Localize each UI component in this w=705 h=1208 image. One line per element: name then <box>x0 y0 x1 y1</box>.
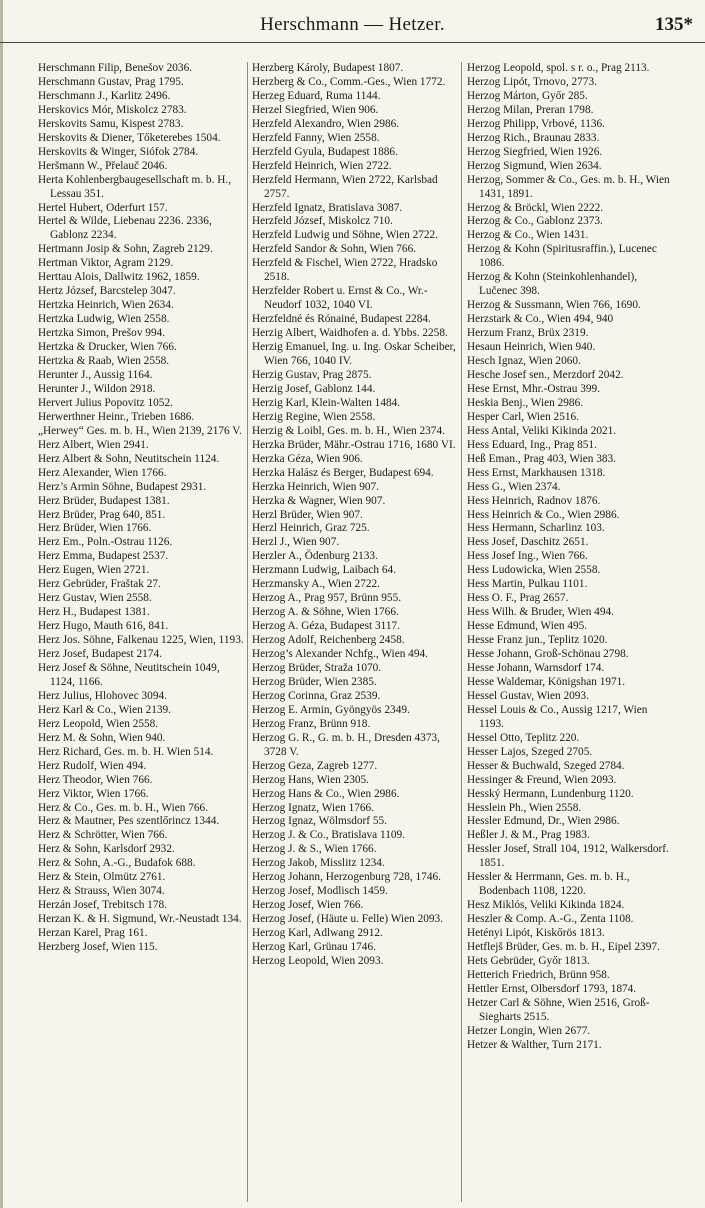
directory-entry: Herz & Schrötter, Wien 766. <box>38 829 168 842</box>
directory-entry: Herz Albert, Wien 2941. <box>38 438 149 451</box>
directory-entry: Hessinger & Freund, Wien 2093. <box>467 773 617 786</box>
directory-entry: Hesser & Buchwald, Szeged 2784. <box>467 759 625 772</box>
directory-entry: Herz Richard, Ges. m. b. H. Wien 514. <box>38 745 214 758</box>
directory-entry: Herzeg Eduard, Ruma 1144. <box>252 89 381 102</box>
directory-entry: Herzog Philipp, Vrbové, 1136. <box>467 117 606 130</box>
directory-entry: Hessler Edmund, Dr., Wien 2986. <box>467 815 620 828</box>
directory-entry: Herz Josef & Söhne, Neutitschein 1049, 1124, 1166. <box>38 661 220 688</box>
directory-entry: Herzfeld Gyula, Budapest 1886. <box>252 145 398 158</box>
directory-entry: Herz Theodor, Wien 766. <box>38 773 153 786</box>
directory-entry: Herz & Sohn, A.-G., Budafok 688. <box>38 857 196 870</box>
directory-entry: Hessler Josef, Strall 104, 1912, Walkersdorf. 1851. <box>467 843 669 870</box>
directory-entry: Herzog Hans & Co., Wien 2986. <box>252 787 400 800</box>
directory-entry: Herzfeldné és Rónainé, Budapest 2284. <box>252 313 431 326</box>
directory-entry: Herz & Mautner, Pes szentlőrincz 1344. <box>38 815 220 828</box>
directory-entry: Herzog A., Prag 957, Brünn 955. <box>252 592 402 605</box>
directory-entry: Herzfeld József, Miskolcz 710. <box>252 215 393 228</box>
directory-entry: Herschmann Gustav, Prag 1795. <box>38 75 184 88</box>
directory-entry: Hertzka Ludwig, Wien 2558. <box>38 313 170 326</box>
directory-entry: Herzka Halász és Berger, Budapest 694. <box>252 466 434 479</box>
directory-entry: Herschmann Filip, Benešov 2036. <box>38 62 193 74</box>
directory-entry: Herschmann J., Karlitz 2496. <box>38 89 171 102</box>
directory-entry: Herzog A. Géza, Budapest 3117. <box>252 620 400 633</box>
directory-entry: Heßler J. & M., Prag 1983. <box>467 829 590 842</box>
directory-entry: Heskia Benj., Wien 2986. <box>467 396 584 409</box>
directory-entry: Herzl J., Wien 907. <box>252 536 340 549</box>
directory-entry: Herzfeld Ignatz, Bratislava 3087. <box>252 201 403 214</box>
directory-entry: Hertmann Josip & Sohn, Zagreb 2129. <box>38 243 213 256</box>
directory-entry: Herzog G. R., G. m. b. H., Dresden 4373, 3728 V. <box>252 731 440 758</box>
directory-entry: Herzberg & Co., Comm.-Ges., Wien 1772. <box>252 75 446 88</box>
directory-entry: Hettler Ernst, Olbersdorf 1793, 1874. <box>467 982 637 995</box>
directory-entry: Hesaun Heinrich, Wien 940. <box>467 341 596 354</box>
directory-entry: Herzog Jakob, Misslitz 1234. <box>252 857 385 870</box>
directory-entry: Hesz Miklós, Veliki Kikinda 1824. <box>467 899 625 912</box>
directory-entry: Hervert Julius Popovitz 1052. <box>38 396 173 409</box>
directory-entry: Herzig & Loibl, Ges. m. b. H., Wien 2374. <box>252 424 445 437</box>
directory-entry: Hess Eduard, Ing., Prag 851. <box>467 438 597 451</box>
directory-entry: Herz Rudolf, Wien 494. <box>38 759 147 772</box>
directory-column-2 <box>252 62 460 1202</box>
directory-entry: Herzog’s Alexander Nchfg., Wien 494. <box>252 648 428 661</box>
directory-entry: Herz & Co., Ges. m. b. H., Wien 766. <box>38 801 209 814</box>
directory-entry: Herzan K. & H. Sigmund, Wr.-Neustadt 134. <box>38 913 242 926</box>
directory-entry: Herz Julius, Hlohovec 3094. <box>38 689 167 702</box>
directory-entry: Hess Ludowicka, Wien 2558. <box>467 564 601 577</box>
directory-entry: Herzum Franz, Brüx 2319. <box>467 327 589 340</box>
directory-entry: Hertman Viktor, Agram 2129. <box>38 257 174 270</box>
directory-entry: Hess Wilh. & Bruder, Wien 494. <box>467 606 614 619</box>
directory-entry: Hesse Edmund, Wien 495. <box>467 620 588 633</box>
directory-entry: Herz Viktor, Wien 1766. <box>38 787 149 800</box>
directory-entry: Heß Eman., Prag 403, Wien 383. <box>467 452 616 465</box>
directory-entry: Herzig Regine, Wien 2558. <box>252 410 376 423</box>
directory-entry: Herzig Albert, Waidhofen a. d. Ybbs. 2258. <box>252 327 448 340</box>
directory-entry: Herzberg Josef, Wien 115. <box>38 941 158 954</box>
directory-entry: Herzog Brüder, Straža 1070. <box>252 661 382 674</box>
directory-entry: Hesský Hermann, Lundenburg 1120. <box>467 787 634 800</box>
directory-entry: Herzfeld Heinrich, Wien 2722. <box>252 159 392 172</box>
directory-entry: Herz Leopold, Wien 2558. <box>38 717 159 730</box>
directory-entry: Herzfeld Fanny, Wien 2558. <box>252 131 380 144</box>
directory-entry: Herzog Hans, Wien 2305. <box>252 773 369 786</box>
directory-entry: Herzig Gustav, Prag 2875. <box>252 368 372 381</box>
directory-entry: Herta Kohlenbergbaugesellschaft m. b. H., Lessau 351. <box>38 173 232 200</box>
directory-entry: Herzog & Kohn (Spiritusraffin.), Lucenec 1086. <box>467 243 657 270</box>
directory-entry: Herzig Karl, Klein-Walten 1484. <box>252 396 401 409</box>
directory-entry: Herz Brüder, Wien 1766. <box>38 522 152 535</box>
directory-entry: Herz Josef, Budapest 2174. <box>38 648 162 661</box>
directory-entry: Herzog Ignatz, Wien 1766. <box>252 801 374 814</box>
directory-entry: Herzfeld Ludwig und Söhne, Wien 2722. <box>252 229 439 242</box>
directory-entry: Herz & Stein, Olmütz 2761. <box>38 871 166 884</box>
directory-entry: Herzel Siegfried, Wien 906. <box>252 103 379 116</box>
directory-entry: Herzig Josef, Gablonz 144. <box>252 382 376 395</box>
directory-entry: Herz Eugen, Wien 2721. <box>38 564 150 577</box>
directory-entry: „Herwey“ Ges. m. b. H., Wien 2139, 2176 V. <box>38 424 242 437</box>
directory-entry: Herzog Karl, Adlwang 2912. <box>252 927 383 940</box>
directory-entry: Herz Emma, Budapest 2537. <box>38 550 169 563</box>
directory-entry: Herzog & Bröckl, Wien 2222. <box>467 201 604 214</box>
directory-entry: Hess Martin, Pulkau 1101. <box>467 578 588 591</box>
directory-entry: Herzog Rich., Braunau 2833. <box>467 131 600 144</box>
directory-entry: Herzka & Wagner, Wien 907. <box>252 494 386 507</box>
directory-entry: Hessel Louis & Co., Aussig 1217, Wien 1193. <box>467 703 648 730</box>
directory-entry: Herz Em., Poln.-Ostrau 1126. <box>38 536 173 549</box>
directory-entry: Herzog A. & Söhne, Wien 1766. <box>252 606 399 619</box>
directory-entry: Herttau Alois, Dallwitz 1962, 1859. <box>38 271 200 284</box>
directory-entry: Hessler & Herrmann, Ges. m. b. H., Bodenbach 1108, 1220. <box>467 871 630 898</box>
directory-entry: Hese Ernst, Mhr.-Ostrau 399. <box>467 382 601 395</box>
directory-entry: Herzog Josef, Modlisch 1459. <box>252 885 388 898</box>
directory-entry: Herzog Franz, Brünn 918. <box>252 717 371 730</box>
directory-entry: Herzán Josef, Trebitsch 178. <box>38 899 167 912</box>
directory-entry: Herzig Emanuel, Ing. u. Ing. Oskar Scheiber, Wien 766, 1040 IV. <box>252 341 456 368</box>
page-number: 135* <box>655 14 693 35</box>
directory-entry: Herzog Adolf, Reichenberg 2458. <box>252 634 405 647</box>
directory-entry: Herzfeld & Fischel, Wien 2722, Hradsko 2518. <box>252 257 438 284</box>
directory-entry: Herz Brüder, Budapest 1381. <box>38 494 170 507</box>
directory-entry: Hesper Carl, Wien 2516. <box>467 410 579 423</box>
directory-entry: Hess Josef Ing., Wien 766. <box>467 550 588 563</box>
directory-entry: Hetzer Carl & Söhne, Wien 2516, Groß-Siegharts 2515. <box>467 996 650 1023</box>
directory-entry: Hertzka & Drucker, Wien 766. <box>38 341 177 354</box>
directory-entry: Herwerthner Heinr., Trieben 1686. <box>38 410 195 423</box>
directory-entry: Herzka Brüder, Mähr.-Ostrau 1716, 1680 VI. <box>252 438 456 451</box>
directory-entry: Herzfeld Alexandro, Wien 2986. <box>252 117 400 130</box>
directory-column-3 <box>467 62 675 1202</box>
directory-entry: Hesche Josef sen., Merzdorf 2042. <box>467 368 624 381</box>
directory-entry: Herzog Siegfried, Wien 1926. <box>467 145 603 158</box>
directory-entry: Hetzer Longin, Wien 2677. <box>467 1024 591 1037</box>
directory-entry: Herzka Géza, Wien 906. <box>252 452 363 465</box>
directory-entry: Herzog E. Armin, Gyöngyös 2349. <box>252 703 410 716</box>
directory-entry: Herzog & Co., Gablonz 2373. <box>467 215 603 228</box>
directory-entry: Herzog J. & S., Wien 1766. <box>252 843 377 856</box>
directory-entry: Herzog Lipót, Trnovo, 2773. <box>467 75 597 88</box>
directory-entry: Herzog Geza, Zagreb 1277. <box>252 759 378 772</box>
directory-entry: Hessel Gustav, Wien 2093. <box>467 689 589 702</box>
page-header <box>0 8 705 38</box>
directory-entry: Hertzka Heinrich, Wien 2634. <box>38 299 174 312</box>
directory-entry: Herzog Ignaz, Wölmsdorf 55. <box>252 815 387 828</box>
directory-entry: Herz Gebrüder, Fraštak 27. <box>38 578 161 591</box>
directory-entry: Herskovits Samu, Kispest 2783. <box>38 117 184 130</box>
directory-entry: Herzog Sigmund, Wien 2634. <box>467 159 602 172</box>
directory-entry: Herzog Leopold, spol. s r. o., Prag 2113. <box>467 62 650 74</box>
directory-entry: Hesse Johann, Groß-Schönau 2798. <box>467 648 629 661</box>
directory-entry: Herzmann Ludwig, Laibach 64. <box>252 564 396 577</box>
directory-entry: Herskovits & Winger, Siófok 2784. <box>38 145 199 158</box>
directory-entry: Hetzer & Walther, Turn 2171. <box>467 1038 602 1051</box>
directory-entry: Herzog J. & Co., Bratislava 1109. <box>252 829 406 842</box>
directory-entry: Hetényi Lipót, Kiskőrös 1813. <box>467 927 605 940</box>
directory-entry: Hess Antal, Veliki Kikinda 2021. <box>467 424 617 437</box>
directory-entry: Hetterich Friedrich, Brünn 958. <box>467 968 610 981</box>
directory-entry: Hesse Johann, Warnsdorf 174. <box>467 661 605 674</box>
directory-entry: Herzog Josef, Wien 766. <box>252 899 364 912</box>
directory-entry: Herzog Brüder, Wien 2385. <box>252 675 377 688</box>
directory-entry: Hertz József, Barcstelep 3047. <box>38 285 176 298</box>
directory-entry: Hertel Hubert, Oderfurt 157. <box>38 201 168 214</box>
directory-entry: Hess Hermann, Scharlinz 103. <box>467 522 605 535</box>
directory-entry: Hetflejš Brüder, Ges. m. b. H., Eipel 2397. <box>467 941 660 954</box>
directory-entry: Herzog Márton, Győr 285. <box>467 89 588 102</box>
directory-entry: Hesch Ignaz, Wien 2060. <box>467 355 581 368</box>
directory-entry: Hesslein Ph., Wien 2558. <box>467 801 582 814</box>
directory-entry: Herzka Heinrich, Wien 907. <box>252 480 380 493</box>
directory-entry: Herz H., Budapest 1381. <box>38 606 150 619</box>
directory-entry: Herzog Josef, (Häute u. Felle) Wien 2093. <box>252 913 444 926</box>
directory-entry: Herz Karl & Co., Wien 2139. <box>38 703 171 716</box>
directory-entry: Hertzka & Raab, Wien 2558. <box>38 355 170 368</box>
directory-entry: Hertel & Wilde, Liebenau 2236. 2336, Gablonz 2234. <box>38 215 212 242</box>
directory-entry: Herzfeld Sandor & Sohn, Wien 766. <box>252 243 417 256</box>
directory-entry: Hess G., Wien 2374. <box>467 480 561 493</box>
column-divider <box>461 62 462 1202</box>
directory-entry: Hess Ernst, Markhausen 1318. <box>467 466 606 479</box>
directory-entry: Herzmansky A., Wien 2722. <box>252 578 380 591</box>
directory-entry: Herzog Corinna, Graz 2539. <box>252 689 381 702</box>
directory-entry: Herzog Karl, Grünau 1746. <box>252 941 376 954</box>
directory-entry: Herzler A., Ödenburg 2133. <box>252 550 378 563</box>
directory-entry: Herzog & Kohn (Steinkohlenhandel), Lučenec 398. <box>467 271 638 298</box>
directory-entry: Herz & Strauss, Wien 3074. <box>38 885 165 898</box>
directory-entry: Heršmann W., Přelauč 2046. <box>38 159 168 172</box>
directory-entry: Herzan Karel, Prag 161. <box>38 927 148 940</box>
directory-entry: Herskovits & Diener, Tőketerebes 1504. <box>38 131 221 144</box>
header-rule <box>0 42 705 43</box>
directory-column-1 <box>38 62 246 1202</box>
directory-entry: Herz Albert & Sohn, Neutitschein 1124. <box>38 452 220 465</box>
directory-entry: Herz Brüder, Prag 640, 851. <box>38 508 166 521</box>
directory-entry: Herz Alexander, Wien 1766. <box>38 466 167 479</box>
directory-entry: Hess Heinrich & Co., Wien 2986. <box>467 508 620 521</box>
directory-entry: Herzfeld Hermann, Wien 2722, Karlsbad 2757. <box>252 173 438 200</box>
directory-entry: Herunter J., Aussig 1164. <box>38 368 153 381</box>
directory-entry: Hesse Waldemar, Königshan 1971. <box>467 675 626 688</box>
directory-entry: Heszler & Comp. A.-G., Zenta 1108. <box>467 913 634 926</box>
directory-entry: Herskovics Mór, Miskolcz 2783. <box>38 103 187 116</box>
directory-entry: Herzog Milan, Preran 1798. <box>467 103 594 116</box>
running-title: Herschmann — Hetzer. <box>260 14 445 35</box>
directory-entry: Herzog Leopold, Wien 2093. <box>252 955 384 967</box>
directory-entry: Hets Gebrüder, Győr 1813. <box>467 955 590 967</box>
directory-entry: Herzog, Sommer & Co., Ges. m. b. H., Wien 1431, 1891. <box>467 173 670 200</box>
directory-entry: Herzberg Károly, Budapest 1807. <box>252 62 404 74</box>
directory-entry: Herz Gustav, Wien 2558. <box>38 592 152 605</box>
directory-entry: Hesser Lajos, Szeged 2705. <box>467 745 593 758</box>
directory-entry: Hess Josef, Daschitz 2651. <box>467 536 589 549</box>
directory-entry: Herzog & Co., Wien 1431. <box>467 229 589 242</box>
directory-entry: Herzog Johann, Herzogenburg 728, 1746. <box>252 871 441 884</box>
directory-entry: Herzstark & Co., Wien 494, 940 <box>467 313 614 326</box>
directory-entry: Herzfelder Robert u. Ernst & Co., Wr.-Neudorf 1032, 1040 VI. <box>252 285 428 312</box>
directory-entry: Herunter J., Wildon 2918. <box>38 382 156 395</box>
directory-entry: Hertzka Simon, Prešov 994. <box>38 327 166 340</box>
directory-entry: Herzl Brüder, Wien 907. <box>252 508 363 521</box>
directory-entry: Herzog & Sussmann, Wien 766, 1690. <box>467 299 641 312</box>
directory-entry: Herz M. & Sohn, Wien 940. <box>38 731 166 744</box>
directory-entry: Hesse Franz jun., Teplitz 1020. <box>467 634 608 647</box>
directory-entry: Herz Jos. Söhne, Falkenau 1225, Wien, 1193. <box>38 634 244 647</box>
directory-entry: Hess O. F., Prag 2657. <box>467 592 569 605</box>
page-edge <box>0 0 3 1208</box>
directory-entry: Herz’s Armin Söhne, Budapest 2931. <box>38 480 207 493</box>
directory-entry: Hess Heinrich, Radnov 1876. <box>467 494 601 507</box>
column-divider <box>247 62 248 1202</box>
directory-entry: Herz Hugo, Mauth 616, 841. <box>38 620 169 633</box>
directory-entry: Hessel Otto, Teplitz 220. <box>467 731 580 744</box>
directory-entry: Herz & Sohn, Karlsdorf 2932. <box>38 843 175 856</box>
directory-entry: Herzl Heinrich, Graz 725. <box>252 522 370 535</box>
